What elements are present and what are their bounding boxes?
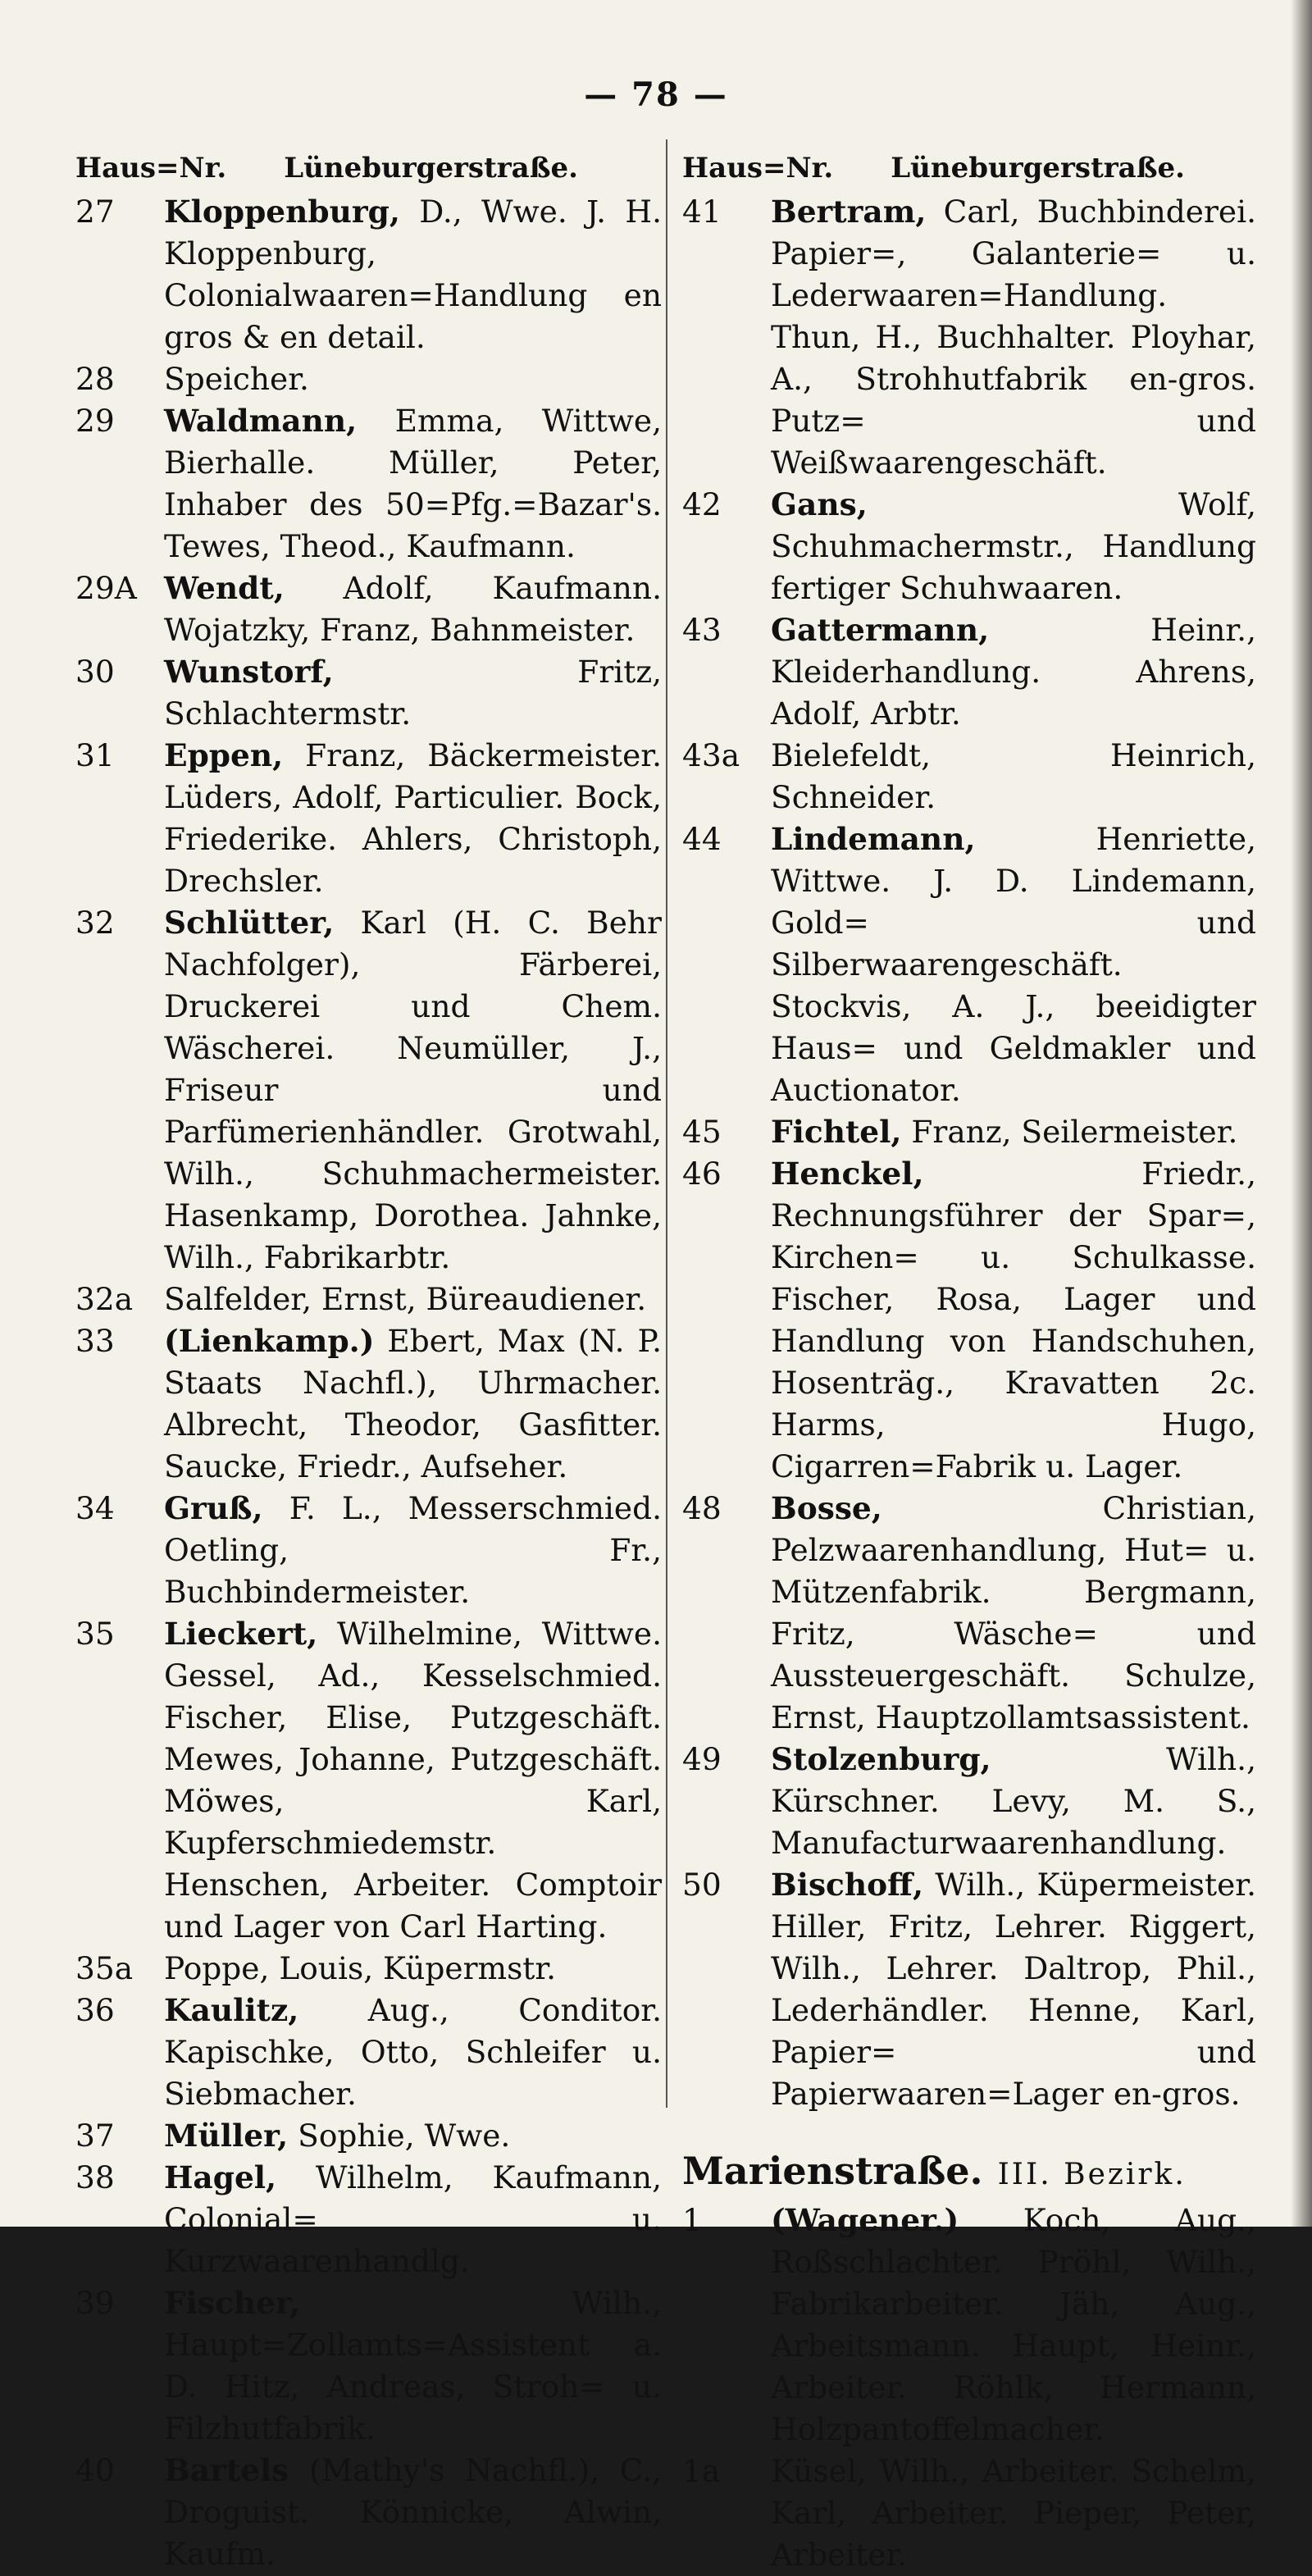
resident-name: Gruß,: [164, 1490, 263, 1526]
resident-name: Kloppenburg,: [164, 194, 400, 230]
house-number: 49: [682, 1741, 722, 1777]
resident-name: Wunstorf,: [164, 654, 334, 690]
directory-entry: [75, 1279, 662, 1320]
entry-details: Emma, Wittwe, Bierhalle. Müller, Peter, Inhaber des 50=Pfg.=Bazar's. Tewes, Theod., Kaufmann.: [164, 403, 662, 564]
directory-entry: [75, 400, 662, 568]
entry-details: Christian, Pelzwaarenhandlung, Hut= u. Mützenfabrik. Bergmann, Fritz, Wäsche= und Aussteuergeschäft. Schulze, Ernst, Hauptzollamtsassistent.: [771, 1490, 1256, 1735]
directory-entry: [75, 568, 662, 651]
directory-entry: [682, 609, 1256, 735]
entry-details: Aug., Conditor. Kapischke, Otto, Schleifer u. Siebmacher.: [164, 1992, 662, 2112]
resident-name: (Wagener.): [771, 2202, 959, 2238]
entry-text: [164, 1488, 662, 1613]
directory-entry: [75, 1990, 662, 2115]
resident-name: Waldmann,: [164, 403, 358, 439]
section-heading: [682, 2146, 1256, 2200]
entry-details: Wilhelm, Kaufmann, Colonial= u. Kurzwaarenhandlg.: [164, 2159, 662, 2279]
entry-details: Adolf, Kaufmann. Wojatzky, Franz, Bahnmeister.: [164, 570, 662, 648]
entry-details: Wilh., Haupt=Zollamts=Assistent a. D. Hitz, Andreas, Stroh= u. Filzhutfabrik.: [164, 2285, 662, 2446]
directory-entry: [75, 2157, 662, 2282]
house-number: 29: [75, 403, 115, 439]
entry-text: [771, 609, 1256, 735]
entry-details: Wilhelmine, Wittwe. Gessel, Ad., Kesselschmied. Fischer, Elise, Putzgeschäft. Mewes, Johanne, Putzgeschäft. Möwes, Karl, Kupferschmiedemstr. Henschen, Arbeiter. Comptoir und Lager von Carl Harting.: [164, 1616, 662, 1945]
entry-text: [771, 1739, 1256, 1864]
resident-name: Lindemann,: [771, 821, 976, 857]
directory-entry: [75, 2115, 662, 2157]
entry-text: [164, 358, 662, 400]
entry-details: Friedr., Rechnungsführer der Spar=, Kirchen= u. Schulkasse. Fischer, Rosa, Lager und Handlung von Handschuhen, Hosenträg., Kravatten 2c. Harms, Hugo, Cigarren=Fabrik u. Lager.: [771, 1156, 1256, 1484]
entry-text: [164, 2115, 662, 2157]
entry-text: [771, 484, 1256, 609]
right-column-header: [682, 148, 1256, 189]
left-column-header: [75, 148, 662, 189]
resident-name: Eppen,: [164, 737, 284, 773]
house-number: 33: [75, 1323, 115, 1359]
entry-details: Franz, Seilermeister.: [901, 1114, 1238, 1150]
entry-details: Karl (H. C. Behr Nachfolger), Färberei, Druckerei und Chem. Wäscherei. Neumüller, J., Friseur und Parfümerienhändler. Grotwahl, Wilh., Schuhmachermeister. Hasenkamp, Dorothea. Jahnke, Wilh., Fabrikarbtr.: [164, 905, 662, 1275]
left-entries: [75, 191, 662, 2575]
entry-text: [164, 1990, 662, 2115]
entry-details: Carl, Buchbinderei. Papier=, Galanterie= u. Lederwaaren=Handlung. Thun, H., Buchhalter. Ployhar, A., Strohhutfabrik en-gros. Putz= und Weißwaarengeschäft.: [771, 194, 1256, 481]
house-number: 28: [75, 361, 115, 397]
house-number: 38: [75, 2159, 115, 2195]
house-number: 41: [682, 194, 722, 230]
house-number: 37: [75, 2118, 115, 2154]
directory-entry: [75, 1948, 662, 1990]
entry-text: [164, 2157, 662, 2282]
directory-entry: [75, 191, 662, 358]
entry-text: [771, 735, 1256, 818]
house-number: 35: [75, 1616, 115, 1652]
house-number: 43a: [682, 737, 740, 773]
resident-name: Kaulitz,: [164, 1992, 299, 2028]
section-district: III. Bezirk.: [997, 2158, 1187, 2191]
directory-entry: [75, 735, 662, 902]
directory-entry: [75, 358, 662, 400]
entry-text: [771, 1864, 1256, 2115]
entry-details: D., Wwe. J. H. Kloppenburg, Colonialwaaren=Handlung en gros & en detail.: [164, 194, 662, 355]
house-number: 46: [682, 1156, 722, 1192]
entry-details: Sophie, Wwe.: [288, 2118, 511, 2154]
resident-name: Bertram,: [771, 194, 927, 230]
directory-entry: [682, 484, 1256, 609]
entry-text: [771, 191, 1256, 484]
entry-text: [164, 902, 662, 1279]
entry-details: Küsel, Wilh., Arbeiter. Schelm, Karl, Arbeiter. Pieper, Peter, Arbeiter.: [771, 2453, 1256, 2573]
entry-text: [771, 818, 1256, 1111]
directory-entry: [682, 1864, 1256, 2115]
entry-text: [164, 1613, 662, 1948]
street-header: Lüneburgerstraße.: [284, 152, 579, 185]
right-column: [682, 148, 1256, 2576]
house-number: 32: [75, 905, 115, 941]
entry-text: [771, 1111, 1256, 1153]
house-number-header: Haus=Nr.: [682, 152, 834, 185]
entry-details: Koch, Aug., Roßschlachter. Pröhl, Wilh., Fabrikarbeiter. Jäh, Aug., Arbeitsmann. Haupt, Heinr., Arbeiter. Röhlk, Hermann, Holzpantoffelmacher.: [771, 2202, 1256, 2447]
entry-details: Wolf, Schuhmachermstr., Handlung fertiger Schuhwaaren.: [771, 486, 1256, 606]
resident-name: Müller,: [164, 2118, 289, 2154]
right-entries: [682, 191, 1256, 2115]
directory-entry: [75, 651, 662, 735]
directory-entry: [75, 1320, 662, 1488]
entry-details: Franz, Bäckermeister. Lüders, Adolf, Particulier. Bock, Friederike. Ahlers, Christoph, Drechsler.: [164, 737, 662, 899]
entry-text: [164, 1948, 662, 1990]
page-number: — 78 —: [584, 75, 728, 114]
resident-name: Henckel,: [771, 1156, 924, 1192]
house-number: 36: [75, 1992, 115, 2028]
entry-text: [164, 400, 662, 568]
resident-name: Gans,: [771, 486, 868, 522]
resident-name: Gattermann,: [771, 612, 990, 648]
house-number: 42: [682, 486, 722, 522]
entry-details: Speicher.: [164, 361, 309, 397]
house-number: 29A: [75, 570, 137, 606]
entry-details: Salfelder, Ernst, Büreaudiener.: [164, 1281, 647, 1317]
entry-details: (Mathy's Nachfl.), C., Droguist. Könnicke, Alwin, Kaufm.: [164, 2452, 662, 2572]
directory-entry: [75, 2450, 662, 2575]
entry-details: Bielefeldt, Heinrich, Schneider.: [771, 737, 1256, 815]
directory-entry: [682, 1153, 1256, 1488]
entry-text: [164, 1279, 662, 1320]
house-number: 40: [75, 2452, 115, 2488]
column-divider: [666, 139, 667, 2108]
entry-details: Wilh., Kürschner. Levy, M. S., Manufacturwaarenhandlung.: [771, 1741, 1256, 1861]
entry-details: F. L., Messerschmied. Oetling, Fr., Buchbindermeister.: [164, 1490, 662, 1610]
house-number: 45: [682, 1114, 722, 1150]
entry-details: Fritz, Schlachtermstr.: [164, 654, 662, 732]
directory-entry: [75, 1488, 662, 1613]
entry-text: [164, 2450, 662, 2575]
entry-text: [771, 1153, 1256, 1488]
resident-name: Schlütter,: [164, 905, 335, 941]
directory-entry: [682, 191, 1256, 484]
directory-entry: [682, 818, 1256, 1111]
entry-text: [164, 2282, 662, 2450]
entry-text: [164, 651, 662, 735]
house-number: 35a: [75, 1950, 134, 1986]
section-street: Marienstraße.: [682, 2149, 983, 2193]
resident-name: (Lienkamp.): [164, 1323, 375, 1359]
section-entries: [682, 2200, 1256, 2576]
entry-details: Henriette, Wittwe. J. D. Lindemann, Gold= und Silberwaarengeschäft. Stockvis, A. J., beeidigter Haus= und Geldmakler und Auctionator.: [771, 821, 1256, 1108]
resident-name: Fischer,: [164, 2285, 301, 2321]
resident-name: Wendt,: [164, 570, 285, 606]
directory-entry: [75, 1613, 662, 1948]
house-number: 43: [682, 612, 722, 648]
entry-text: [771, 1488, 1256, 1739]
house-number: 27: [75, 194, 115, 230]
entry-text: [164, 1320, 662, 1488]
house-number: 44: [682, 821, 722, 857]
entry-details: Poppe, Louis, Küpermstr.: [164, 1950, 557, 1986]
resident-name: Fichtel,: [771, 1114, 902, 1150]
page-edge-shadow: [1291, 0, 1312, 2227]
entry-details: Heinr., Kleiderhandlung. Ahrens, Adolf, Arbtr.: [771, 612, 1256, 732]
resident-name: Stolzenburg,: [771, 1741, 991, 1777]
directory-entry: [682, 735, 1256, 818]
street-header: Lüneburgerstraße.: [891, 152, 1186, 185]
entry-details: Ebert, Max (N. P. Staats Nachfl.), Uhrmacher. Albrecht, Theodor, Gasfitter. Saucke, Friedr., Aufseher.: [164, 1323, 662, 1484]
resident-name: Lieckert,: [164, 1616, 318, 1652]
directory-entry: [682, 1739, 1256, 1864]
left-column: [75, 148, 662, 2575]
house-number: 32a: [75, 1281, 134, 1317]
house-number: 1a: [682, 2453, 721, 2489]
entry-details: Wilh., Küpermeister. Hiller, Fritz, Lehrer. Riggert, Wilh., Lehrer. Daltrop, Phil., Lederhändler. Henne, Karl, Papier= und Papierwaaren=Lager en-gros.: [771, 1867, 1256, 2112]
directory-entry: [682, 2200, 1256, 2451]
directory-entry: [75, 2282, 662, 2450]
house-number: 31: [75, 737, 115, 773]
house-number-header: Haus=Nr.: [75, 152, 227, 185]
house-number: 30: [75, 654, 115, 690]
entry-text: [164, 735, 662, 902]
entry-text: [771, 2451, 1256, 2576]
house-number: 1: [682, 2202, 702, 2238]
house-number: 34: [75, 1490, 115, 1526]
resident-name: Bischoff,: [771, 1867, 923, 1903]
directory-entry: [682, 1111, 1256, 1153]
entry-text: [164, 191, 662, 358]
resident-name: Bosse,: [771, 1490, 882, 1526]
resident-name: Bartels: [164, 2452, 289, 2488]
house-number: 50: [682, 1867, 722, 1903]
entry-text: [164, 568, 662, 651]
directory-entry: [75, 902, 662, 1279]
house-number: 48: [682, 1490, 722, 1526]
directory-entry: [682, 1488, 1256, 1739]
directory-entry: [682, 2451, 1256, 2576]
resident-name: Hagel,: [164, 2159, 277, 2195]
entry-text: [771, 2200, 1256, 2451]
house-number: 39: [75, 2285, 115, 2321]
